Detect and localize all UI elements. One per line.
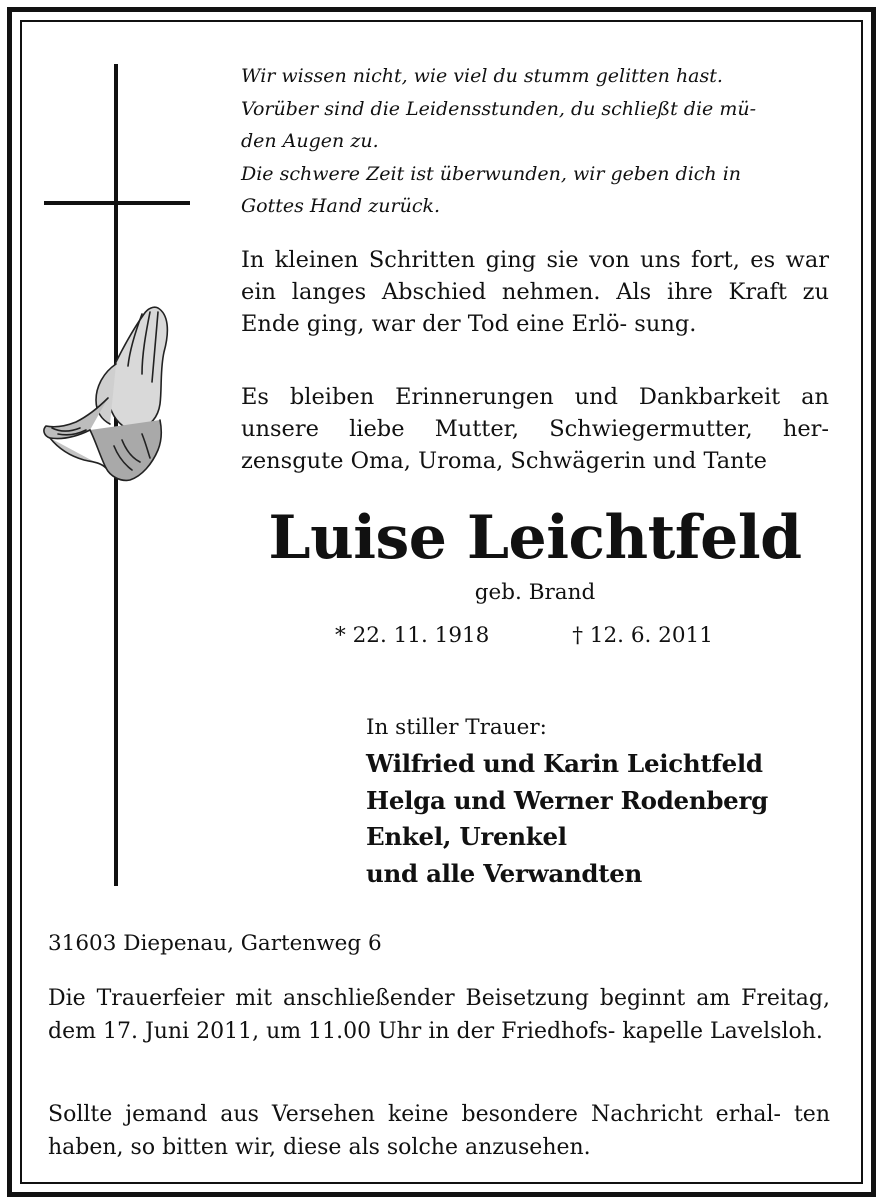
closing-note: Sollte jemand aus Versehen keine besondere Nachricht erhal- ten haben, so bitten wir, diese als solche anzusehen. [48,1102,830,1160]
praying-hands-icon [30,300,180,490]
cross-horizontal-bar [44,201,190,205]
poem-line: den Augen zu. [241,130,379,152]
poem-line: Vorüber sind die Leidensstunden, du schließt die mü- [241,97,756,120]
mourner-name: Enkel, Urenkel [366,822,567,851]
poem-line: Gottes Hand zurück. [241,195,441,217]
mourner-name: Wilfried und Karin Leichtfeld [366,749,763,778]
mourner-name: und alle Verwandten [366,858,643,888]
intro-paragraph-2: Es bleiben Erinnerungen und Dankbarkeit an unsere liebe Mutter, Schwiegermutter, her- zensgute Oma, Uroma, Schwägerin und Tante [241,384,829,474]
poem-line: Die schwere Zeit ist überwunden, wir geben dich in [241,162,742,185]
birth-date: * 22. 11. 1918 [335,623,490,648]
poem-line: Wir wissen nicht, wie viel du stumm gelitten hast. [241,65,723,87]
deceased-name: Luise Leichtfeld [268,503,802,573]
intro-paragraph-1: In kleinen Schritten ging sie von uns fort, es war ein langes Abschied nehmen. Als ihre Kraft zu Ende ging, war der Tod eine Erlö- sung. [241,247,829,337]
funeral-notice: Die Trauerfeier mit anschließender Beisetzung beginnt am Freitag, dem 17. Juni 2011, um 11.00 Uhr in der Friedhofs- kapelle Lavelsloh. [48,986,830,1044]
death-date: † 12. 6. 2011 [572,623,713,648]
family-address: 31603 Diepenau, Gartenweg 6 [48,931,382,956]
maiden-name: geb. Brand [474,580,596,605]
poem [241,60,831,223]
mourners-label: In stiller Trauer: [366,715,547,740]
mourner-name: Helga und Werner Rodenberg [366,785,768,815]
life-dates [335,621,713,651]
mourners-list [366,746,768,892]
